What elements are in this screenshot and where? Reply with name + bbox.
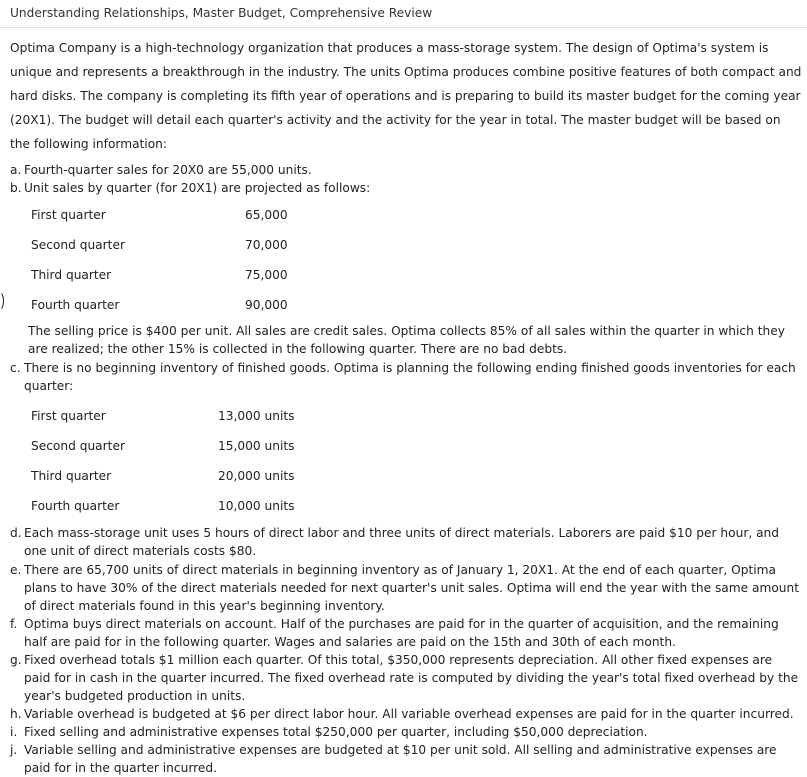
list-item-f	[10, 615, 800, 651]
quarter-value: 13,000 units	[218, 409, 295, 423]
quarter-label: Third quarter	[31, 268, 112, 282]
list-item-a	[10, 161, 800, 179]
item-text: Variable selling and administrative expenses are budgeted at $10 per unit sold. All selling and administrative expenses are paid for in the quarter incurred.	[24, 743, 777, 775]
unit-sales-table	[31, 200, 305, 320]
edge-marker	[0, 291, 4, 311]
quarter-value: 70,000	[245, 238, 288, 252]
item-letter: d.	[10, 526, 22, 540]
list-item-i	[10, 723, 800, 741]
page-title: Understanding Relationships, Master Budget, Comprehensive Review	[10, 6, 433, 20]
intro-paragraph: Optima Company is a high-technology organization that produces a mass-storage system. The design of Optima's system is unique and represents a breakthrough in the industry. The units Optima produces combine positive features of both compact and hard disks. The company is completing its fifth year of operations and is preparing to build its master budget for the coming year (20X1). The budget will detail each quarter's activity and the activity for the year in total. The master budget will be based on the following information:	[10, 41, 802, 151]
item-text: Variable overhead is budgeted at $6 per direct labor hour. All variable overhead expenses are paid for in the quarter incurred.	[24, 707, 794, 721]
item-letter: i.	[10, 725, 18, 739]
item-text: Optima buys direct materials on account. Half of the purchases are paid for in the quarter of acquisition, and the remaining half are paid for in the following quarter. Wages and salaries are paid on the 15th and 30th of each month.	[24, 617, 779, 649]
list-item-d	[10, 524, 800, 560]
quarter-label: First quarter	[31, 208, 106, 222]
item-text: There is no beginning inventory of finished goods. Optima is planning the following ending finished goods inventories for each quarter:	[24, 361, 796, 393]
information-list	[10, 161, 800, 777]
list-item-e	[10, 561, 800, 615]
item-text: Each mass-storage unit uses 5 hours of direct labor and three units of direct materials. Laborers are paid $10 per hour, and one unit of direct materials costs $80.	[24, 526, 780, 558]
item-text: There are 65,700 units of direct materials in beginning inventory as of January 1, 20X1. At the end of each quarter, Optima plans to have 30% of the direct materials needed for next quarter's unit sales. Optima will end the year with the same amount of direct materials found in this year's beginning inventory.	[24, 563, 800, 613]
quarter-label: Second quarter	[31, 439, 125, 453]
table-row	[31, 491, 308, 521]
item-letter: c.	[10, 361, 21, 375]
item-letter: j.	[10, 743, 18, 757]
list-item-g	[10, 651, 800, 705]
quarter-label: Fourth quarter	[31, 499, 120, 513]
title-divider	[0, 27, 807, 28]
item-letter: e.	[10, 563, 22, 577]
table-row	[31, 200, 305, 230]
quarter-value: 65,000	[245, 208, 288, 222]
quarter-label: Second quarter	[31, 238, 125, 252]
table-row	[31, 260, 305, 290]
item-text: Fixed selling and administrative expenses total $250,000 per quarter, including $50,000 depreciation.	[24, 725, 648, 739]
item-text: Fourth-quarter sales for 20X0 are 55,000 units.	[24, 163, 312, 177]
table-row	[31, 461, 308, 491]
item-text: Fixed overhead totals $1 million each quarter. Of this total, $350,000 represents depreciation. All other fixed expenses are paid for in cash in the quarter incurred. The fixed overhead rate is computed by dividing the year's total fixed overhead by the year's budgeted production in units.	[24, 653, 799, 703]
quarter-label: Fourth quarter	[31, 298, 120, 312]
table-row	[31, 290, 305, 320]
selling-price-note: The selling price is $400 per unit. All sales are credit sales. Optima collects 85% of all sales within the quarter in which they are realized; the other 15% is collected in the following quarter. There are no bad debts.	[28, 324, 785, 356]
table-row	[31, 431, 308, 461]
quarter-value: 90,000	[245, 298, 288, 312]
item-letter: a.	[10, 163, 22, 177]
quarter-label: First quarter	[31, 409, 106, 423]
quarter-value: 75,000	[245, 268, 288, 282]
table-row	[31, 230, 305, 260]
quarter-value: 20,000 units	[218, 469, 295, 483]
list-item-b	[10, 179, 800, 197]
item-letter: f.	[10, 617, 18, 631]
item-letter: b.	[10, 181, 22, 195]
quarter-label: Third quarter	[31, 469, 112, 483]
quarter-value: 10,000 units	[218, 499, 295, 513]
list-item-h	[10, 705, 800, 723]
table-row	[31, 401, 308, 431]
list-item-c	[10, 359, 800, 395]
item-letter: h.	[10, 707, 22, 721]
list-item-j	[10, 741, 800, 777]
item-text: Unit sales by quarter (for 20X1) are projected as follows:	[24, 181, 371, 195]
ending-inventory-table	[31, 401, 308, 521]
item-letter: g.	[10, 653, 22, 667]
quarter-value: 15,000 units	[218, 439, 295, 453]
